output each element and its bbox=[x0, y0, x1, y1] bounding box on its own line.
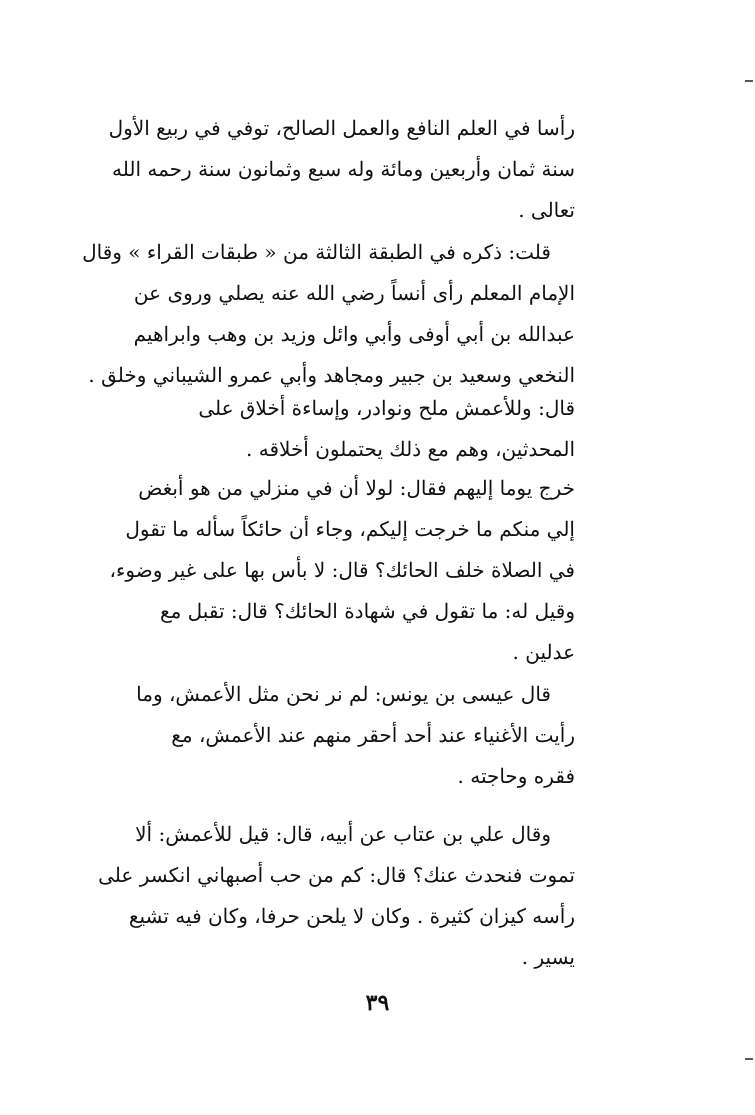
text-line: فقره وحاجته . bbox=[457, 764, 575, 788]
page-number: ٣٩ bbox=[365, 990, 390, 1016]
text-line: سنة ثمان وأربعين ومائة وله سبع وثمانون سنة رحمه الله bbox=[112, 157, 575, 181]
scan-edge-mark bbox=[745, 1058, 753, 1060]
text-line: تعالى . bbox=[518, 198, 575, 222]
text-line: رأسه كيزان كثيرة . وكان لا يلحن حرفا، وكان فيه تشيع bbox=[128, 904, 575, 928]
text-line: رأسا في العلم النافع والعمل الصالح، توفي في ربيع الأول bbox=[108, 116, 575, 140]
text-line: وقال علي بن عتاب عن أبيه، قال: قيل للأعمش: ألا bbox=[135, 822, 551, 846]
text-line: قال: وللأعمش ملح ونوادر، وإساءة أخلاق على bbox=[198, 396, 575, 420]
paragraph-5 bbox=[136, 674, 575, 797]
text-line: في الصلاة خلف الحائك؟ قال: لا بأس بها على غير وضوء، bbox=[109, 558, 575, 582]
paragraph-4 bbox=[109, 468, 575, 673]
text-line: خرج يوما إليهم فقال: لولا أن في منزلي من هو أبغض bbox=[138, 476, 575, 500]
paragraph-2 bbox=[82, 232, 575, 396]
text-line: المحدثين، وهم مع ذلك يحتملون أخلاقه . bbox=[246, 437, 575, 461]
text-line: قال عيسى بن يونس: لم نر نحن مثل الأعمش، وما bbox=[136, 682, 551, 706]
paragraph-3 bbox=[150, 388, 575, 470]
text-line: عدلين . bbox=[512, 640, 575, 664]
paragraph-1 bbox=[108, 108, 575, 231]
text-line: النخعي وسعيد بن جبير ومجاهد وأبي عمرو الشيباني وخلق . bbox=[88, 363, 575, 387]
text-line: قلت: ذكره في الطبقة الثالثة من « طبقات القراء » وقال bbox=[82, 240, 551, 264]
text-line: الإمام المعلم رأى أنساً رضي الله عنه يصلي وروى عن bbox=[133, 281, 575, 305]
text-line: رأيت الأغنياء عند أحد أحقر منهم عند الأعمش، مع bbox=[171, 723, 575, 747]
text-line: تموت فنحدث عنك؟ قال: كم من حب أصبهاني انكسر على bbox=[98, 863, 575, 887]
text-line: وقيل له: ما تقول في شهادة الحائك؟ قال: تقبل مع bbox=[159, 599, 575, 623]
text-line: إلي منكم ما خرجت إليكم، وجاء أن حائكاً سأله ما تقول bbox=[125, 517, 575, 541]
paragraph-6 bbox=[98, 814, 575, 978]
text-line: عبدالله بن أبي أوفى وأبي وائل وزيد بن وهب وابراهيم bbox=[133, 322, 575, 346]
scan-edge-mark bbox=[745, 80, 753, 82]
text-line: يسير . bbox=[521, 945, 575, 969]
